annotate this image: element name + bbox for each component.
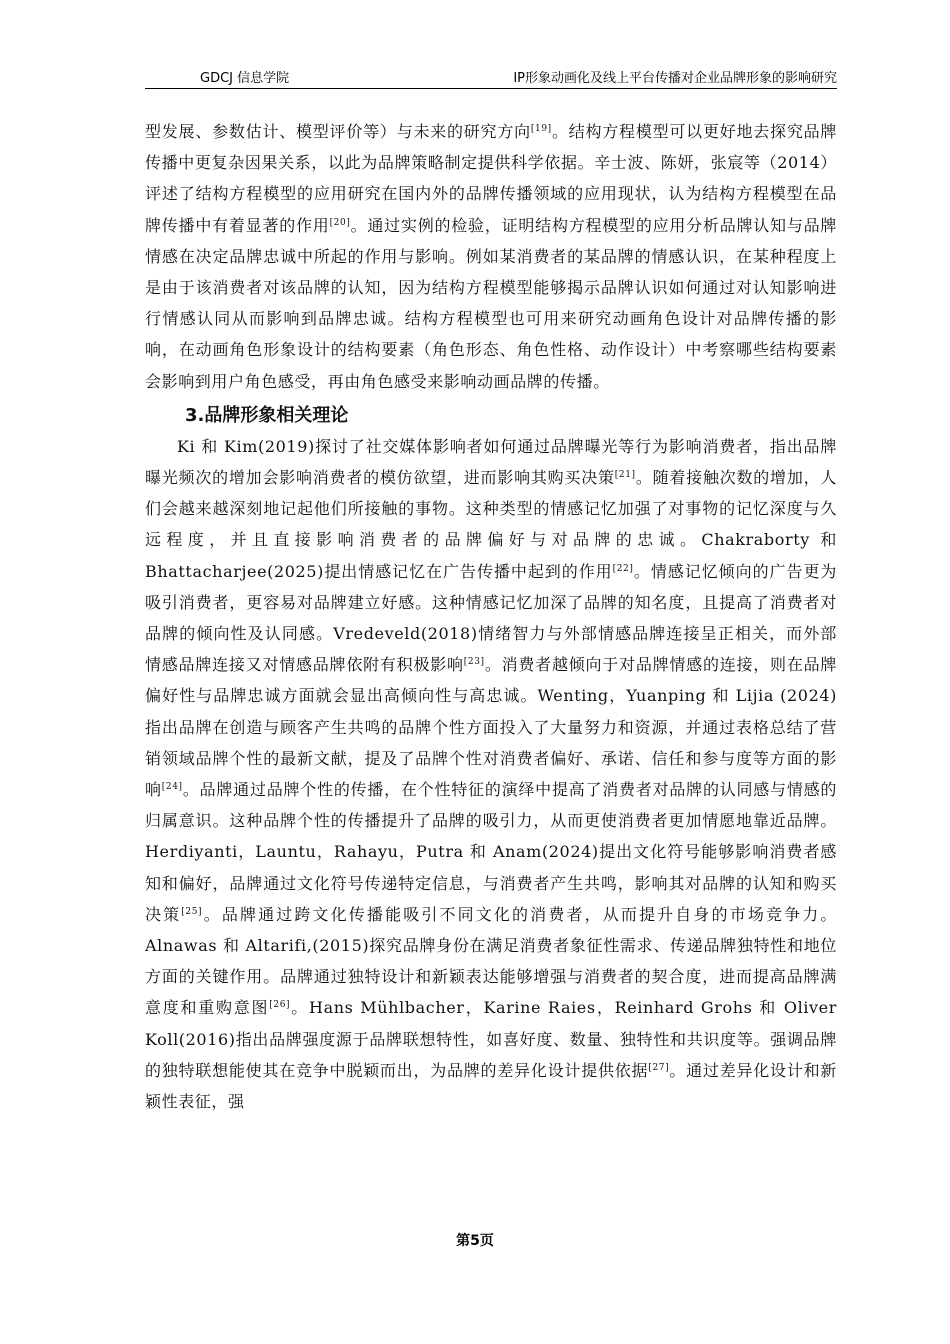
text-span: 。消费者越倾向于对品牌情感的连接，则在品牌偏好性与品牌忠诚方面就会显出高倾向性与高忠诚。Wenting，Yuanping 和 Lijia (2024)指出品牌在创造与顾客产生共鸣的品牌个性方面投入了大量努力和资源，并通过表格总结了营销领域品牌个性的最新文献，提及了品牌个性对消费者偏好、承诺、信任和参与度等方面的影响 [145, 655, 837, 800]
text-span: 。品牌通过跨文化传播能吸引不同文化的消费者，从而提升自身的市场竞争力。Alnawas 和 Altarifi,(2015)探究品牌身份在满足消费者象征性需求、传递品牌独特性和地位方面的关键作用。品牌通过独特设计和新颖表达能够增强与消费者的契合度，进而提高品牌满意度和重购意图 [145, 904, 837, 1018]
text-span: 型发展、参数估计、模型评价等）与未来的研究方向 [145, 122, 531, 141]
paragraph-2 [145, 431, 837, 1117]
citation-21: [21] [614, 470, 636, 481]
header-title: IP形象动画化及线上平台传播对企业品牌形象的影响研究 [513, 71, 837, 86]
citation-20: [20] [329, 217, 351, 228]
body-text [145, 116, 837, 1117]
header-institution: GDCJ 信息学院 [200, 71, 290, 86]
text-span: 。通过实例的检验，证明结构方程模型的应用分析品牌认知与品牌情感在决定品牌忠诚中所起的作用与影响。例如某消费者的某品牌的情感认识，在某种程度上是由于该消费者对该品牌的认知，因为结构方程模型能够揭示品牌认识如何通过对认知影响进行情感认同从而影响到品牌忠诚。结构方程模型也可用来研究动画角色设计对品牌传播的影响，在动画角色形象设计的结构要素（角色形态、角色性格、动作设计）中考察哪些结构要素会影响到用户角色感受，再由角色感受来影响动画品牌的传播。 [145, 215, 837, 391]
text-span: Ki 和 Kim(2019)探讨了社交媒体影响者如何通过品牌曝光等行为影响消费者，指出品牌曝光频次的增加会影响消费者的模仿欲望，进而影响其购买决策 [145, 436, 837, 488]
citation-22: [22] [612, 563, 634, 574]
section-heading: 3.品牌形象相关理论 [185, 404, 349, 426]
citation-27: [27] [648, 1062, 670, 1073]
page-number: 第5页 [456, 1233, 494, 1249]
text-span: 。随着接触次数的增加，人们会越来越深刻地记起他们所接触的事物。这种类型的情感记忆加强了对事物的记忆深度与久远程度，并且直接影响消费者的品牌偏好与对品牌的忠诚。Chakraborty 和 Bhattacharjee(2025)提出情感记忆在广告传播中起到的作用 [145, 468, 837, 581]
citation-19: [19] [530, 124, 552, 134]
text-span: 。通过差异化设计和新颖性表征，强 [145, 1060, 837, 1112]
text-span: 。品牌通过品牌个性的传播，在个性特征的演绎中提高了消费者对品牌的认同感与情感的归属意识。这种品牌个性的传播提升了品牌的吸引力，从而更使消费者更加情愿地靠近品牌。Herdiyanti，Launtu，Rahayu，Putra 和 Anam(2024)提出文化符号能够影响消费者感知和偏好，品牌通过文化符号传递特定信息，与消费者产生共鸣，影响其对品牌的认知和购买决策 [145, 780, 837, 924]
citation-24: [24] [161, 782, 183, 793]
citation-26: [26] [269, 1000, 291, 1011]
text-span: 。结构方程模型可以更好地去探究品牌传播中更复杂因果关系，以此为品牌策略制定提供科学依据。辛士波、陈妍，张宸等（2014）评述了结构方程模型的应用研究在国内外的品牌传播领域的应用现状，认为结构方程模型在品牌传播中有着显著的作用 [145, 122, 837, 235]
text-span: 。情感记忆倾向的广告更为吸引消费者，更容易对品牌建立好感。这种情感记忆加深了品牌的知名度，且提高了消费者对品牌的倾向性及认同感。Vredeveld(2018)情绪智力与外部情感品牌连接呈正相关，而外部情感品牌连接又对情感品牌依附有积极影响 [145, 561, 838, 675]
citation-25: [25] [181, 906, 203, 917]
citation-23: [23] [463, 657, 485, 668]
paragraph-1 [145, 116, 837, 397]
text-span: 。Hans Mühlbacher，Karine Raies，Reinhard Grohs 和 Oliver Koll(2016)指出品牌强度源于品牌联想特性，如喜好度、数量、独特性和共识度等。强调品牌的独特联想能使其在竞争中脱颖而出，为品牌的差异化设计提供依据 [145, 998, 837, 1080]
page-header [145, 64, 837, 89]
